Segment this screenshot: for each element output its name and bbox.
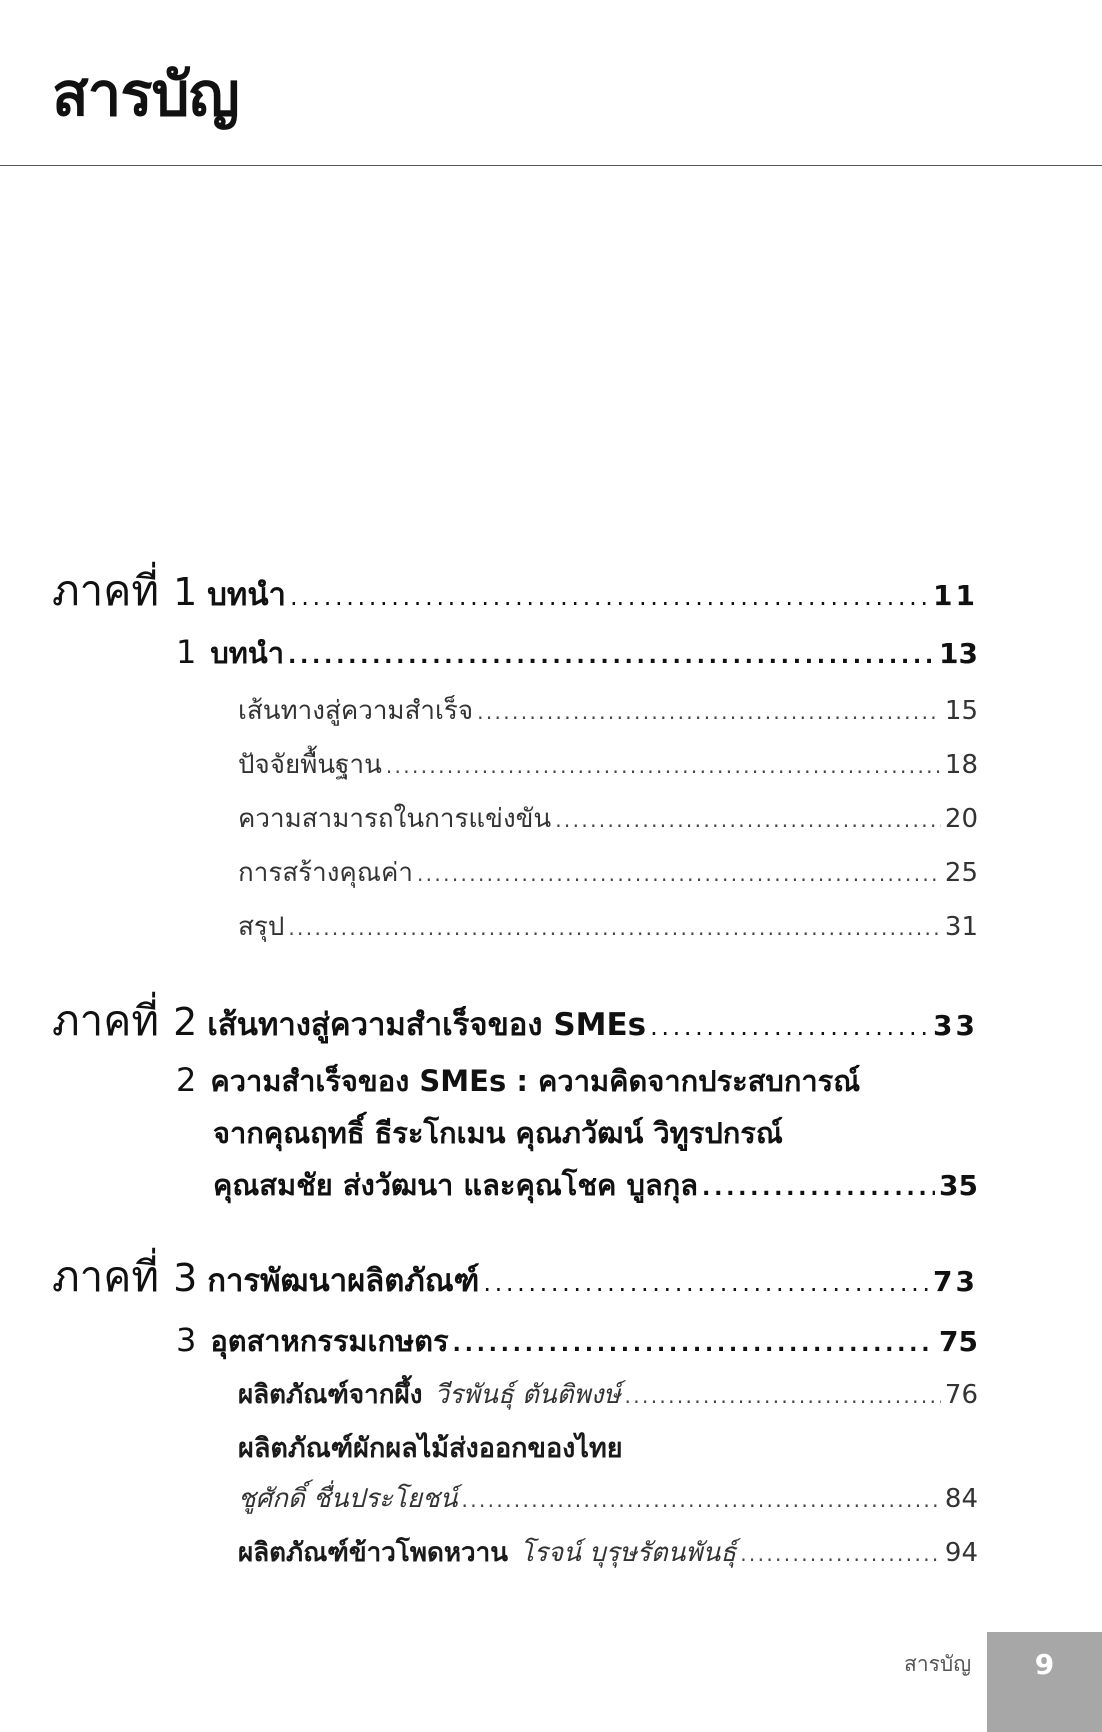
chapter-number: 3 <box>176 1321 197 1359</box>
dot-leader <box>555 808 941 832</box>
chapter-number: 2 <box>176 1061 197 1099</box>
page-title: สารบัญ <box>52 60 239 130</box>
page-number: 18 <box>944 750 978 780</box>
section-author: วีรพันธุ์ ตันติพงษ์ <box>434 1380 621 1410</box>
page-number-tab <box>987 1632 1102 1732</box>
dot-leader <box>462 1488 941 1512</box>
dot-leader <box>453 1332 935 1357</box>
dot-leader <box>290 583 929 611</box>
section-title: ผลิตภัณฑ์จากผึ้ง <box>238 1380 423 1410</box>
dot-leader <box>483 1269 929 1297</box>
part-prefix: ภาคที่ <box>52 566 160 615</box>
part-prefix: ภาคที่ <box>52 996 160 1045</box>
part-number: 2 <box>173 1000 198 1044</box>
chapter-number: 1 <box>176 633 197 671</box>
toc-section[interactable] <box>238 798 978 839</box>
part-number: 1 <box>173 570 198 614</box>
page-number: 35 <box>939 1169 978 1202</box>
toc-part-1[interactable] <box>52 558 978 624</box>
part-title: เส้นทางสู่ความสำเร็จของ SMEs <box>207 1007 647 1043</box>
toc-section[interactable] <box>238 1374 978 1415</box>
part-prefix: ภาคที่ <box>52 1252 160 1301</box>
page-number: 75 <box>939 1325 978 1358</box>
part-title: บทนำ <box>207 577 286 613</box>
toc-section[interactable] <box>238 1478 978 1519</box>
toc-chapter-3[interactable] <box>176 1318 978 1364</box>
dot-leader <box>386 754 941 778</box>
chapter-last-line <box>176 1159 978 1215</box>
dot-leader <box>477 700 941 724</box>
page-number: 94 <box>944 1538 978 1568</box>
page-number: 15 <box>944 696 978 726</box>
section-title: ผลิตภัณฑ์ข้าวโพดหวาน <box>238 1538 508 1568</box>
page-number: 84 <box>944 1484 978 1514</box>
section-title: เส้นทางสู่ความสำเร็จ <box>238 696 474 726</box>
section-title: การสร้างคุณค่า <box>238 858 413 888</box>
toc-section[interactable] <box>238 690 978 731</box>
dot-leader <box>650 1013 929 1041</box>
section-author: โรจน์ บุรุษรัตนพันธุ์ <box>519 1538 737 1568</box>
section-title: ปัจจัยพื้นฐาน <box>238 750 382 780</box>
page-number: 13 <box>939 637 978 670</box>
chapter-title: อุตสาหกรรมเกษตร <box>210 1324 449 1358</box>
toc-chapter-2[interactable] <box>176 1054 978 1215</box>
dot-leader <box>417 862 941 886</box>
toc-part-3[interactable] <box>52 1244 978 1310</box>
chapter-title-line-1: ความสำเร็จของ SMEs : ความคิดจากประสบการณ์ <box>210 1064 861 1098</box>
page-number: 31 <box>944 912 978 942</box>
chapter-title-line-2: จากคุณฤทธิ์ ธีระโกเมน คุณภวัฒน์ วิทูรปกรณ์ <box>213 1116 783 1150</box>
toc-section[interactable] <box>238 852 978 893</box>
page-number: 73 <box>933 1265 978 1298</box>
title-divider <box>0 165 1102 166</box>
page-number: 11 <box>933 579 978 612</box>
section-title: ความสามารถในการแข่งขัน <box>238 804 552 834</box>
footer-label: สารบัญ <box>904 1652 972 1676</box>
dot-leader <box>740 1542 941 1566</box>
page-number: 76 <box>944 1380 978 1410</box>
dot-leader <box>288 644 935 669</box>
page-number: 25 <box>944 858 978 888</box>
chapter-title-line-3: คุณสมชัย ส่งวัฒนา และคุณโชค บูลกุล <box>213 1168 699 1202</box>
toc-section[interactable] <box>238 906 978 947</box>
section-title[interactable]: ผลิตภัณฑ์ผักผลไม้ส่งออกของไทย <box>238 1433 623 1464</box>
page-number: 20 <box>944 804 978 834</box>
toc-section[interactable] <box>238 1532 978 1573</box>
page-number: 33 <box>933 1009 978 1042</box>
toc-chapter-1[interactable] <box>176 630 978 676</box>
section-title: สรุป <box>238 912 285 942</box>
chapter-title: บทนำ <box>210 636 284 670</box>
footer-page-number: 9 <box>1034 1648 1055 1681</box>
dot-leader <box>625 1384 941 1408</box>
dot-leader <box>702 1163 935 1215</box>
section-author: ชูศักดิ์ ชื่นประโยชน์ <box>238 1484 458 1514</box>
part-title: การพัฒนาผลิตภัณฑ์ <box>207 1263 480 1299</box>
toc-part-2[interactable] <box>52 988 978 1054</box>
dot-leader <box>288 916 941 940</box>
part-number: 3 <box>173 1256 198 1300</box>
toc-section[interactable] <box>238 744 978 785</box>
